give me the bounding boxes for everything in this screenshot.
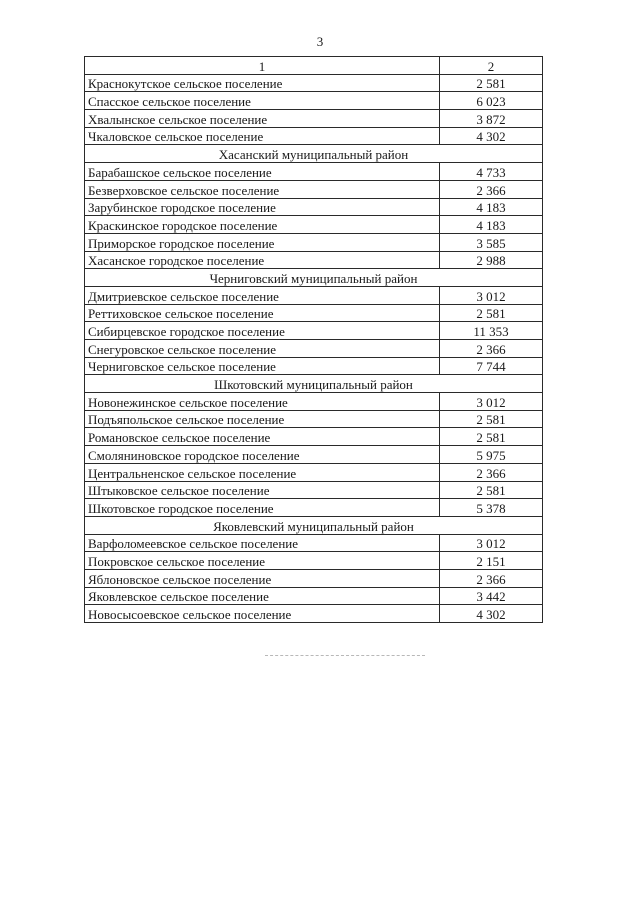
settlement-value: 2 366 xyxy=(440,340,543,358)
table-row xyxy=(85,163,543,181)
settlement-value: 2 366 xyxy=(440,180,543,198)
settlement-value: 2 581 xyxy=(440,410,543,428)
settlement-value: 2 581 xyxy=(440,481,543,499)
settlement-value: 3 012 xyxy=(440,286,543,304)
settlement-name: Сибирцевское городское поселение xyxy=(85,322,440,340)
district-header-row xyxy=(85,375,543,393)
settlement-name: Яблоновское сельское поселение xyxy=(85,569,440,587)
district-header-row xyxy=(85,145,543,163)
settlement-value: 3 012 xyxy=(440,534,543,552)
district-header-row xyxy=(85,516,543,534)
settlement-value: 4 183 xyxy=(440,216,543,234)
settlement-name: Барабашское сельское поселение xyxy=(85,163,440,181)
district-name: Шкотовский муниципальный район xyxy=(85,375,543,393)
table-row xyxy=(85,446,543,464)
settlement-value: 2 988 xyxy=(440,251,543,269)
column-header-value: 2 xyxy=(440,57,543,75)
table-header-row xyxy=(85,57,543,75)
settlement-name: Черниговское сельское поселение xyxy=(85,357,440,375)
district-name: Яковлевский муниципальный район xyxy=(85,516,543,534)
settlement-value: 4 302 xyxy=(440,127,543,145)
table-row xyxy=(85,198,543,216)
district-header-row xyxy=(85,269,543,287)
settlement-name: Подъяпольское сельское поселение xyxy=(85,410,440,428)
settlement-name: Краснокутское сельское поселение xyxy=(85,74,440,92)
settlement-name: Романовское сельское поселение xyxy=(85,428,440,446)
table-row xyxy=(85,357,543,375)
scan-mark xyxy=(265,655,425,657)
table-row xyxy=(85,216,543,234)
settlement-value: 4 302 xyxy=(440,605,543,623)
settlement-value: 2 581 xyxy=(440,304,543,322)
settlement-value: 3 442 xyxy=(440,587,543,605)
table-row xyxy=(85,428,543,446)
settlement-name: Снегуровское сельское поселение xyxy=(85,340,440,358)
table-row xyxy=(85,74,543,92)
table-row xyxy=(85,286,543,304)
settlement-value: 4 183 xyxy=(440,198,543,216)
settlement-name: Варфоломеевское сельское поселение xyxy=(85,534,440,552)
table-row xyxy=(85,251,543,269)
settlement-name: Новосысоевское сельское поселение xyxy=(85,605,440,623)
table-row xyxy=(85,534,543,552)
table-row xyxy=(85,322,543,340)
table-row xyxy=(85,110,543,128)
page-number: 3 xyxy=(316,34,324,49)
table-row xyxy=(85,499,543,517)
table-row xyxy=(85,127,543,145)
settlement-value: 2 366 xyxy=(440,569,543,587)
settlement-value: 2 581 xyxy=(440,428,543,446)
settlement-name: Шкотовское городское поселение xyxy=(85,499,440,517)
table-row xyxy=(85,587,543,605)
settlement-name: Безверховское сельское поселение xyxy=(85,180,440,198)
settlement-name: Хасанское городское поселение xyxy=(85,251,440,269)
settlement-name: Спасское сельское поселение xyxy=(85,92,440,110)
settlements-table-body xyxy=(85,57,543,623)
table-row xyxy=(85,180,543,198)
settlement-value: 2 366 xyxy=(440,463,543,481)
district-name: Хасанский муниципальный район xyxy=(85,145,543,163)
settlement-value: 4 733 xyxy=(440,163,543,181)
table-row xyxy=(85,393,543,411)
settlement-value: 3 872 xyxy=(440,110,543,128)
table-row xyxy=(85,569,543,587)
settlement-value: 5 378 xyxy=(440,499,543,517)
settlement-name: Хвалынское сельское поселение xyxy=(85,110,440,128)
table-row xyxy=(85,304,543,322)
table-row xyxy=(85,410,543,428)
settlement-name: Зарубинское городское поселение xyxy=(85,198,440,216)
table-row xyxy=(85,92,543,110)
settlement-value: 3 012 xyxy=(440,393,543,411)
settlement-name: Яковлевское сельское поселение xyxy=(85,587,440,605)
settlements-table xyxy=(84,56,543,623)
settlement-name: Краскинское городское поселение xyxy=(85,216,440,234)
settlement-name: Чкаловское сельское поселение xyxy=(85,127,440,145)
settlement-value: 5 975 xyxy=(440,446,543,464)
table-row xyxy=(85,481,543,499)
table-row xyxy=(85,463,543,481)
settlement-name: Дмитриевское сельское поселение xyxy=(85,286,440,304)
settlement-name: Штыковское сельское поселение xyxy=(85,481,440,499)
settlement-name: Смоляниновское городское поселение xyxy=(85,446,440,464)
column-header-name: 1 xyxy=(85,57,440,75)
settlement-name: Центральненское сельское поселение xyxy=(85,463,440,481)
settlement-value: 2 151 xyxy=(440,552,543,570)
table-row xyxy=(85,233,543,251)
settlement-name: Приморское городское поселение xyxy=(85,233,440,251)
table-row xyxy=(85,552,543,570)
settlement-name: Новонежинское сельское поселение xyxy=(85,393,440,411)
settlement-value: 6 023 xyxy=(440,92,543,110)
table-row xyxy=(85,340,543,358)
table-row xyxy=(85,605,543,623)
district-name: Черниговский муниципальный район xyxy=(85,269,543,287)
settlement-value: 7 744 xyxy=(440,357,543,375)
settlement-name: Реттиховское сельское поселение xyxy=(85,304,440,322)
settlement-value: 2 581 xyxy=(440,74,543,92)
settlement-name: Покровское сельское поселение xyxy=(85,552,440,570)
settlement-value: 3 585 xyxy=(440,233,543,251)
settlement-value: 11 353 xyxy=(440,322,543,340)
